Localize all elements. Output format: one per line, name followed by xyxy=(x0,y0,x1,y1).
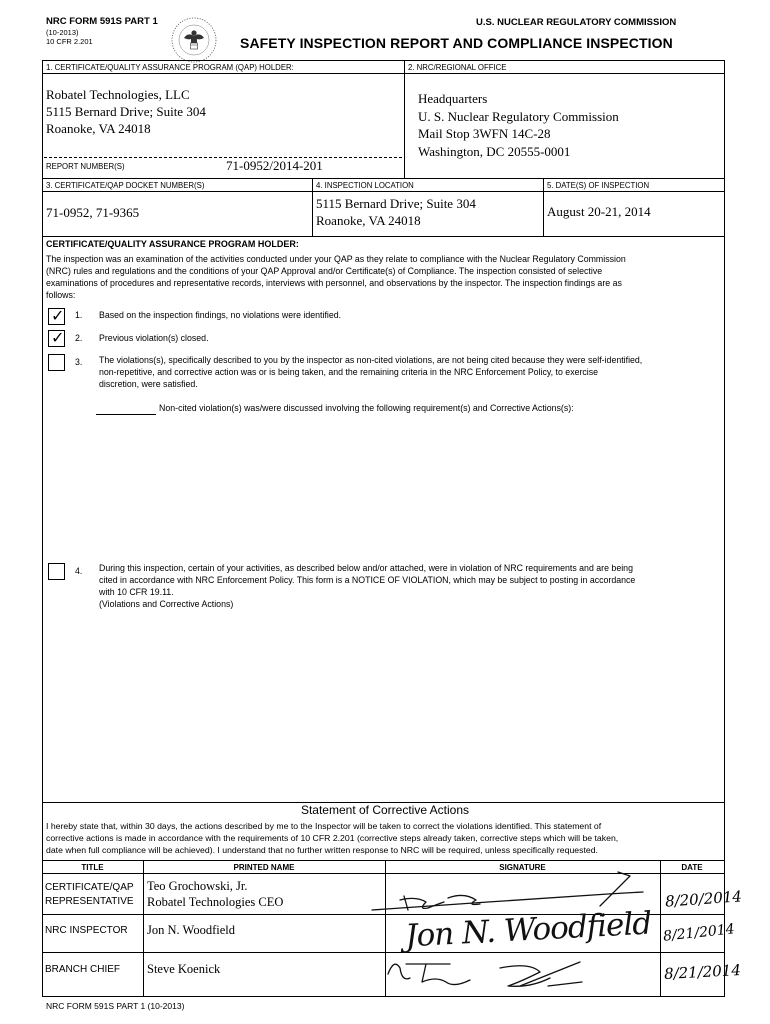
finding-4-line: (Violations and Corrective Actions) xyxy=(99,599,234,609)
sig-row1-title xyxy=(45,881,134,909)
cfr-reference: 10 CFR 2.201 xyxy=(46,37,93,46)
corrective-line: I hereby state that, within 30 days, the actions described by me to the Inspector will be taken to correct the violations identified. This statement of xyxy=(46,821,602,831)
sig-row3-title: BRANCH CHIEF xyxy=(45,964,121,975)
sig-row1-title-line: REPRESENTATIVE xyxy=(45,896,134,907)
inspection-location-line: Roanoke, VA 24018 xyxy=(316,213,421,228)
inspection-location-line: 5115 Bernard Drive; Suite 304 xyxy=(316,196,476,211)
sig-row1-name-line: Robatel Technologies CEO xyxy=(147,895,284,909)
finding-4-number: 4. xyxy=(75,566,83,576)
sig-header-date: DATE xyxy=(681,863,703,872)
sig-header-title: TITLE xyxy=(81,863,104,872)
finding-2-checkbox[interactable] xyxy=(48,330,65,347)
holder-intro-line: (NRC) rules and regulations and the conditions of your QAP Approval and/or Certificate(s) of Compliance. The inspection consisted of selective xyxy=(46,266,603,276)
divider-section4-5 xyxy=(543,178,544,236)
finding-3-line: non-repetitive, and corrective action was or is being taken, and the remaining criteria in the NRC Enforcement Policy, to exercise xyxy=(99,367,599,377)
finding-2-number: 2. xyxy=(75,333,83,343)
holder-intro-line: The inspection was an examination of the activities conducted under your QAP as they relate to compliance with the Nuclear Regulatory Commission xyxy=(46,254,626,264)
qap-holder-line: Robatel Technologies, LLC xyxy=(46,87,190,102)
sig-row1-name-line: Teo Grochowski, Jr. xyxy=(147,879,248,893)
finding-2-text: Previous violation(s) closed. xyxy=(99,333,209,343)
rule-labels xyxy=(42,73,724,74)
rule-section3 xyxy=(42,178,724,179)
qap-holder-line: Roanoke, VA 24018 xyxy=(46,121,151,136)
holder-intro-line: follows: xyxy=(46,290,76,300)
inspection-date-label: 5. DATE(S) OF INSPECTION xyxy=(547,181,650,190)
finding-3-text xyxy=(99,354,642,390)
qap-holder-line: 5115 Bernard Drive; Suite 304 xyxy=(46,104,206,119)
report-number-label: REPORT NUMBER(S) xyxy=(46,162,125,171)
corrective-line: date when full compliance will be achieved). I understand that no further written response to NRC will be required, unless specifically requested. xyxy=(46,845,598,855)
sig-row3-date: 8/21/2014 xyxy=(663,960,742,984)
noncited-blank[interactable] xyxy=(96,414,156,415)
inspection-date-value: August 20-21, 2014 xyxy=(547,204,651,219)
form-id: NRC FORM 591S PART 1 xyxy=(46,16,158,27)
sig-row1-date: 8/20/2014 xyxy=(664,887,743,911)
footer-form-id: NRC FORM 591S PART 1 (10-2013) xyxy=(46,1001,185,1011)
sig-header-name: PRINTED NAME xyxy=(233,863,295,872)
qap-holder-address xyxy=(46,86,206,137)
sig-row2-signature: Jon N. Woodfield xyxy=(404,905,652,955)
corrective-statement xyxy=(46,820,618,856)
finding-3-number: 3. xyxy=(75,357,83,367)
holder-intro-line: examinations of procedures and representative records, interviews with personnel, and observations by the inspector. The inspection findings are as xyxy=(46,278,622,288)
sig-row1-name xyxy=(147,878,283,910)
regional-office-line: U. S. Nuclear Regulatory Commission xyxy=(418,108,619,124)
form-date: (10-2013) xyxy=(46,28,79,37)
finding-4-checkbox[interactable] xyxy=(48,563,65,580)
finding-4-line: with 10 CFR 19.11. xyxy=(99,587,174,597)
sig-row2-date: 8/21/2014 xyxy=(662,921,736,945)
divider-section1-2 xyxy=(404,60,405,178)
rule-holder xyxy=(42,236,724,237)
docket-number-value: 71-0952, 71-9365 xyxy=(46,205,140,220)
sig-row1-title-line: CERTIFICATE/QAP xyxy=(45,882,134,893)
inspection-location-label: 4. INSPECTION LOCATION xyxy=(316,181,414,190)
finding-1-checkbox[interactable] xyxy=(48,308,65,325)
finding-4-line: During this inspection, certain of your activities, as described below and/or attached, were in violation of NRC requirements and are being xyxy=(99,563,633,573)
sig-header-signature: SIGNATURE xyxy=(499,863,546,872)
finding-1-number: 1. xyxy=(75,310,83,320)
qap-holder-label: 1. CERTIFICATE/QUALITY ASSURANCE PROGRAM (QAP) HOLDER: xyxy=(46,63,294,72)
finding-3-line: The violations(s), specifically described to you by the inspector as non-cited violations, are not being cited because they were self-identified, xyxy=(99,355,643,365)
finding-3-line: discretion, were satisfied. xyxy=(99,379,198,389)
regional-office-address xyxy=(418,90,619,160)
regional-office-line: Headquarters xyxy=(418,91,488,106)
checkmark-icon: ✓ xyxy=(51,328,65,347)
rule-report-dash xyxy=(44,157,402,158)
rule-header xyxy=(42,60,725,61)
finding-4-text xyxy=(99,562,635,610)
sig-row2-title: NRC INSPECTOR xyxy=(45,925,128,936)
sig-row3-name: Steve Koenick xyxy=(147,962,221,976)
rule-section3-labels xyxy=(42,191,724,192)
sig-table-top xyxy=(42,860,724,861)
divider-section3-4 xyxy=(312,178,313,236)
report-number-value: 71-0952/2014-201 xyxy=(226,158,323,173)
frame-left xyxy=(42,60,43,997)
regional-office-label: 2. NRC/REGIONAL OFFICE xyxy=(408,63,507,72)
sig-col-divider-title xyxy=(143,860,144,996)
frame-bottom xyxy=(42,996,725,997)
regional-office-line: Mail Stop 3WFN 14C-28 xyxy=(418,126,551,141)
corrective-line: corrective actions is made in accordance with the requirements of 10 CFR 2.201 (corrective steps already taken, corrective steps which will be taken, xyxy=(46,833,619,843)
finding-1-text: Based on the inspection findings, no violations were identified. xyxy=(99,310,342,320)
regional-office-line: Washington, DC 20555-0001 xyxy=(418,143,571,159)
corrective-title: Statement of Corrective Actions xyxy=(300,803,470,817)
signature-row3-graphic xyxy=(380,952,660,994)
checkmark-icon: ✓ xyxy=(51,306,65,325)
frame-right xyxy=(724,60,725,997)
finding-3-checkbox[interactable] xyxy=(48,354,65,371)
agency-name: U.S. NUCLEAR REGULATORY COMMISSION xyxy=(476,17,677,28)
holder-heading: CERTIFICATE/QUALITY ASSURANCE PROGRAM HOLDER: xyxy=(46,239,299,249)
noncited-text: Non-cited violation(s) was/were discussed involving the following requirement(s) and Corrective Actions(s): xyxy=(159,403,574,413)
holder-intro xyxy=(46,253,626,301)
form-title: SAFETY INSPECTION REPORT AND COMPLIANCE INSPECTION xyxy=(240,35,673,51)
docket-number-label: 3. CERTIFICATE/QAP DOCKET NUMBER(S) xyxy=(46,181,205,190)
sig-row2-name: Jon N. Woodfield xyxy=(147,923,235,937)
nrc-seal-icon xyxy=(170,16,218,64)
inspection-location-value xyxy=(316,195,476,229)
finding-4-line: cited in accordance with NRC Enforcement Policy. This form is a NOTICE OF VIOLATION, which may be subject to posting in accordance xyxy=(99,575,636,585)
